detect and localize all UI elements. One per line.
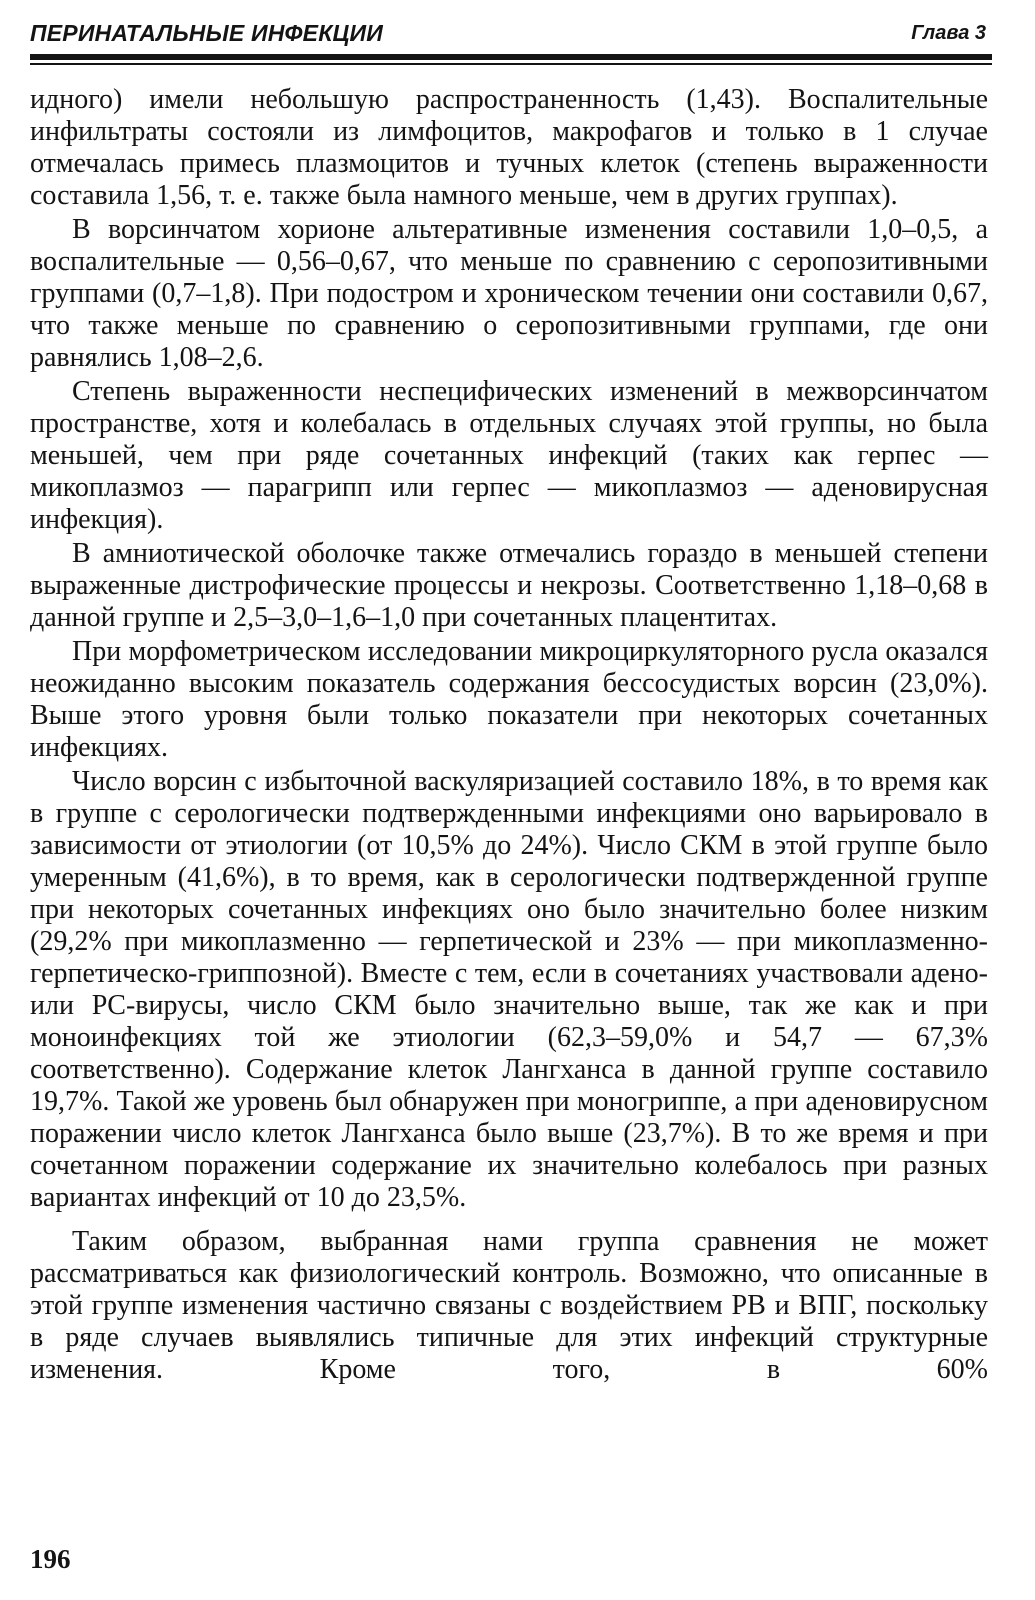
chapter-label: Глава 3: [911, 22, 986, 44]
paragraph-1: идного) имели небольшую распространенность (1,43). Воспалительные инфильтраты состояли из лимфоцитов, макрофагов и только в 1 случае отмечалась примесь плазмоцитов и тучных клеток (степень выраженности составила 1,56, т. е. также была намного меньше, чем в других группах).: [30, 84, 988, 211]
paragraph-2: В ворсинчатом хорионе альтеративные изменения составили 1,0–0,5, а воспалительные — 0,56–0,67, что меньше по сравнению с серопозитивными группами (0,7–1,8). При подостром и хроническом течении они составили 0,67, что также меньше по сравнению о серопозитивными группами, где они равнялись 1,08–2,6.: [30, 214, 988, 373]
paragraph-4: В амниотической оболочке также отмечались гораздо в меньшей степени выраженные дистрофические процессы и некрозы. Соответственно 1,18–0,68 в данной группе и 2,5–3,0–1,6–1,0 при сочетанных плацентитах.: [30, 538, 988, 633]
body-text: [30, 84, 988, 1388]
page-number: 196: [30, 1544, 71, 1574]
paragraph-7: Таким образом, выбранная нами группа сравнения не может рассматриваться как физиологический контроль. Возможно, что описанные в этой группе изменения частично связаны с воздействием РВ и ВПГ, поскольку в ряде случаев выявлялись типичные для этих инфекций структурные изменения. Кроме того, в 60%: [30, 1226, 988, 1385]
paragraph-5: При морфометрическом исследовании микроциркуляторного русла оказался неожиданно высоким показатель содержания бессосудистых ворсин (23,0%). Выше этого уровня были только показатели при некоторых сочетанных инфекциях.: [30, 636, 988, 763]
paragraph-3: Степень выраженности неспецифических изменений в межворсинчатом пространстве, хотя и колебалась в отдельных случаях этой группы, но была меньшей, чем при ряде сочетанных инфекций (таких как герпес — микоплазмоз — парагрипп или герпес — микоплазмоз — аденовирусная инфекция).: [30, 376, 988, 535]
header-rule-thin: [30, 63, 992, 65]
header-rule-thick: [30, 54, 992, 60]
running-header: [30, 20, 990, 50]
running-title: ПЕРИНАТАЛЬНЫЕ ИНФЕКЦИИ: [30, 20, 383, 46]
paragraph-6: Число ворсин с избыточной васкуляризацией составило 18%, в то время как в группе с серологически подтвержденными инфекциями оно варьировало в зависимости от этиологии (от 10,5% до 24%). Число СКМ в этой группе было умеренным (41,6%), в то время, как в серологически подтвержденной группе при некоторых сочетанных инфекциях оно было значительно более низким (29,2% при микоплазменно — герпетической и 23% — при микоплазменно-герпетическо-гриппозной). Вместе с тем, если в сочетаниях участвовали адено- или PC-вирусы, число СКМ было значительно выше, так же как и при моноинфекциях той же этиологии (62,3–59,0% и 54,7 — 67,3% соответственно). Содержание клеток Лангханса в данной группе составило 19,7%. Такой же уровень был обнаружен при моногриппе, а при аденовирусном поражении число клеток Лангханса было выше (23,7%). В то же время и при сочетанном поражении содержание их значительно колебалось при разных вариантах инфекций от 10 до 23,5%.: [30, 766, 988, 1213]
